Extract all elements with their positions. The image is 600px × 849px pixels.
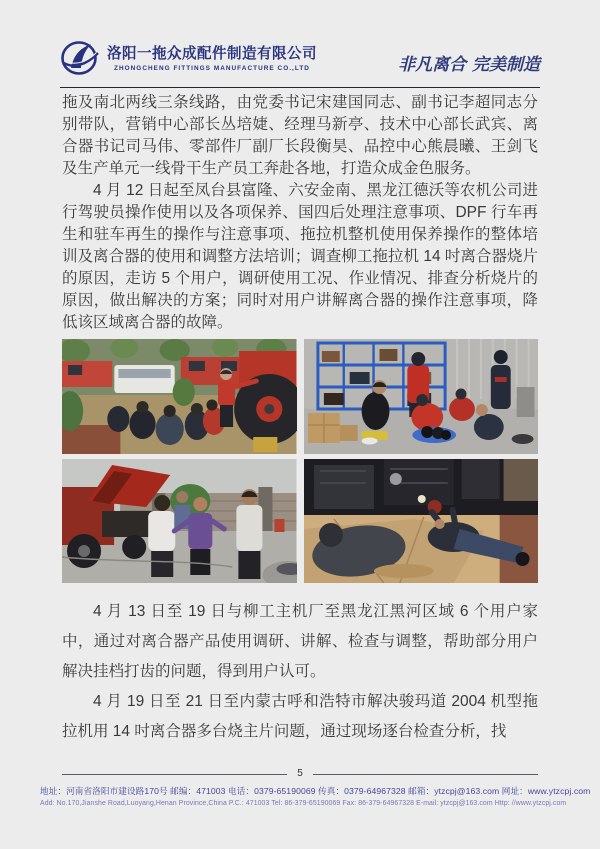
photo-open-hood-tractor [62, 459, 297, 583]
footer-divider-left [62, 774, 287, 775]
photo-workshop-racks [304, 339, 539, 454]
footer-divider-right [313, 774, 538, 775]
logo-text [107, 40, 317, 72]
paragraph-3: 4 月 13 日至 19 日与柳工主机厂至黑龙江黑河区域 6 个用户家中，通过对离合器产品使用调研、讲解、检查与调整，帮助部分用户解决挂档打齿的问题，得到用户认可。 [62, 603, 538, 680]
page-footer [0, 769, 600, 807]
page-number-row [40, 769, 560, 779]
company-logo-icon [60, 40, 100, 81]
photo-under-tractor-repair [304, 459, 539, 583]
company-name-cn: 洛阳一拖众成配件制造有限公司 [107, 45, 317, 63]
article-body [0, 92, 600, 747]
header-divider [60, 87, 540, 88]
photo-dealer-yard [62, 339, 297, 454]
page-header [0, 0, 600, 88]
company-name-en: ZHONGCHENG FITTINGS MANUFACTURE CO.,LTD [114, 65, 310, 72]
logo-row [60, 40, 540, 81]
paragraph-2: 4 月 12 日起至凤台县富隆、六安金南、黑龙江德沃等农机公司进行驾驶员操作使用以及各项保养、国四后处理注意事项、DPF 行车再生和驻车再生的操作与注意事项、拖拉机整机使用保养操作的整体培训及离合器的使用和调整方法培训；调查柳工拖拉机 14 吋离合器烧片的原因，走访 5 个用户，调研使用工况、作业情况、排查分析烧片的原因，做出解决的方案；同时对用户讲解离合器的操作注意事项，降低该区域离合器的故障。 [62, 182, 538, 331]
paragraph-1: 拖及南北两线三条线路，由党委书记宋建国同志、副书记李超同志分别带队，营销中心部长丛培婕、经理马新亭、技术中心部长武宾、离合器书记司马伟、零部件厂副厂长段衡昊、品控中心熊晨曦、王剑飞及生产单元一线骨干生产员工奔赴各地，打造众成金色服务。 [62, 94, 538, 177]
paragraph-4: 4 月 19 日至 21 日至内蒙古呼和浩特市解决骏玛道 2004 机型拖拉机用 14 吋离合器多台烧主片问题，通过现场逐台检查分析，找 [62, 693, 538, 740]
company-slogan: 非凡离合 完美制造 [398, 55, 540, 75]
footer-contact-cn: 地址：河南省洛阳市建设路170号 邮编：471003 电话：0379-65190069 传真：0379-64967328 邮箱：ytzcpj@163.com 网址：www.ytzcpj.com [40, 786, 591, 796]
page-number: 5 [297, 768, 303, 779]
footer-contact-en: Add: No.170,Jianshe Road,Luoyang,Henan Province,China P.C.: 471003 Tel: 86-379-65190069 Fax: 86-379-64967328 E-mail: ytzcpj@163.com Http: //www.ytzcpj.com [40, 800, 567, 807]
photo-grid [62, 339, 538, 583]
